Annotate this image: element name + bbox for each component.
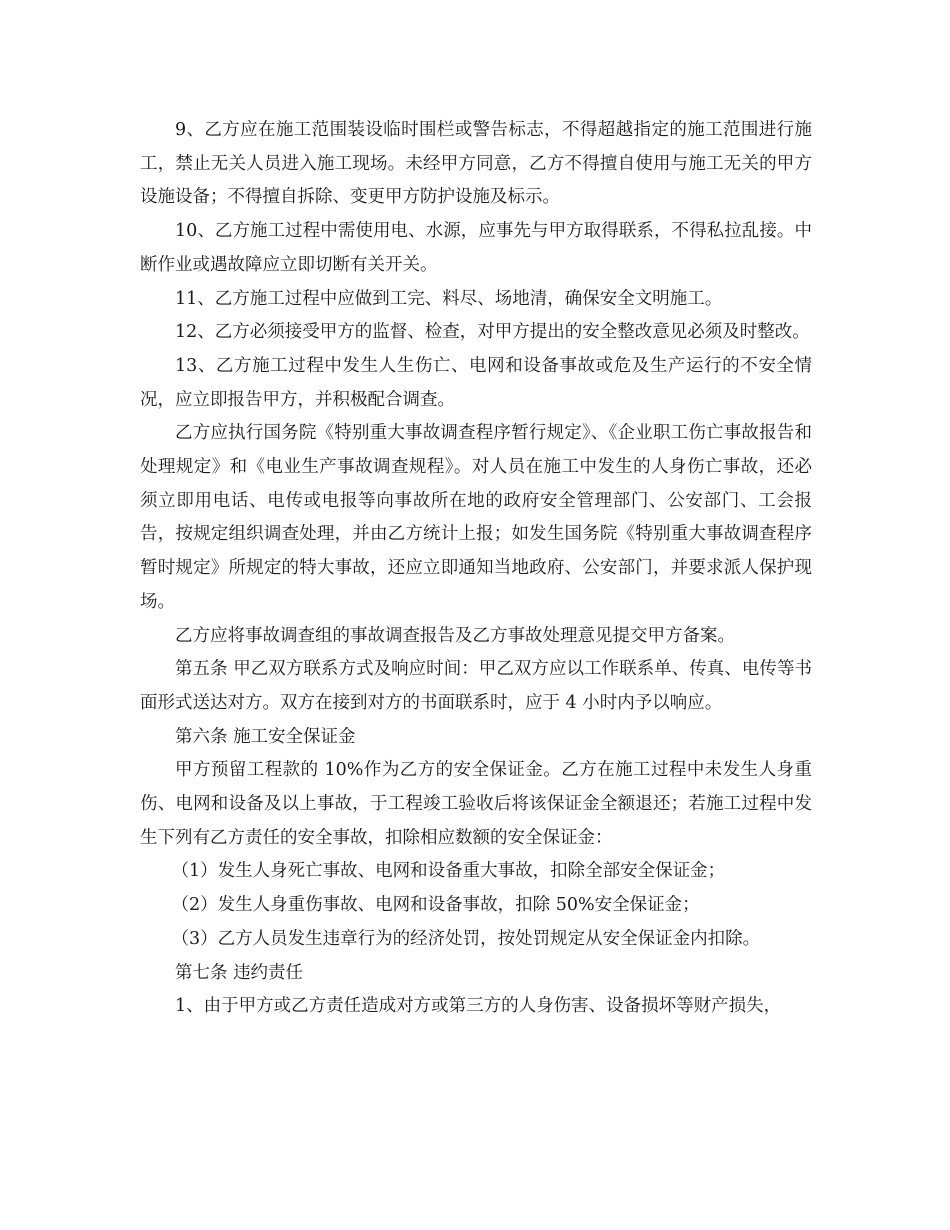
article-5-paragraph: 第五条 甲乙双方联系方式及响应时间：甲乙双方应以工作联系单、传真、电传等书面形式送达对方。双方在接到对方的书面联系时，应于 4 小时内予以响应。: [140, 659, 812, 713]
clause-9-paragraph: 9、乙方应在施工范围装设临时围栏或警告标志，不得超越指定的施工范围进行施工，禁止无关人员进入施工现场。未经甲方同意，乙方不得擅自使用与施工无关的甲方设施设备；不得擅自拆除、变更甲方防护设施及标示。: [140, 120, 812, 208]
deposit-paragraph: 甲方预留工程款的 10%作为乙方的安全保证金。乙方在施工过程中未发生人身重伤、电网和设备及以上事故，于工程竣工验收后将该保证金全额退还；若施工过程中发生下列有乙方责任的安全事故，扣除相应数额的安全保证金：: [140, 760, 812, 848]
document-body: [140, 114, 812, 1024]
accident-report-filing-paragraph: 乙方应将事故调查组的事故调查报告及乙方事故处理意见提交甲方备案。: [175, 625, 735, 646]
article-7-heading: 第七条 违约责任: [175, 962, 304, 983]
accident-regulation-paragraph: 乙方应执行国务院《特别重大事故调查程序暂行规定》、《企业职工伤亡事故报告和处理规定》和《电业生产事故调查规程》。对人员在施工中发生的人身伤亡事故，还必须立即用电话、电传或电报等向事故所在地的政府安全管理部门、公安部门、工会报告，按规定组织调查处理，并由乙方统计上报；如发生国务院《特别重大事故调查程序暂时规定》所规定的特大事故，还应立即通知当地政府、公安部门，并要求派人保护现场。: [140, 423, 812, 612]
clause-11-paragraph: 11、乙方施工过程中应做到工完、料尽、场地清，确保安全文明施工。: [175, 288, 723, 309]
clause-13-paragraph: 13、乙方施工过程中发生人生伤亡、电网和设备事故或危及生产运行的不安全情况，应立即报告甲方，并积极配合调查。: [140, 355, 812, 410]
clause-12-paragraph: 12、乙方必须接受甲方的监督、检查，对甲方提出的安全整改意见必须及时整改。: [175, 322, 810, 343]
clause-10-paragraph: 10、乙方施工过程中需使用电、水源，应事先与甲方取得联系，不得私拉乱接。中断作业或遇故障应立即切断有关开关。: [140, 221, 812, 275]
deposit-item-1: （1）发生人身死亡事故、电网和设备重大事故，扣除全部安全保证金；: [171, 861, 726, 882]
deposit-item-3: （3）乙方人员发生违章行为的经济处罚，按处罚规定从安全保证金内扣除。: [171, 928, 761, 949]
article-6-heading: 第六条 施工安全保证金: [175, 726, 356, 747]
deposit-item-2: （2）发生人身重伤事故、电网和设备事故，扣除 50%安全保证金；: [171, 895, 700, 916]
liability-paragraph-1: 1、由于甲方或乙方责任造成对方或第三方的人身伤害、设备损坏等财产损失，: [175, 996, 782, 1017]
